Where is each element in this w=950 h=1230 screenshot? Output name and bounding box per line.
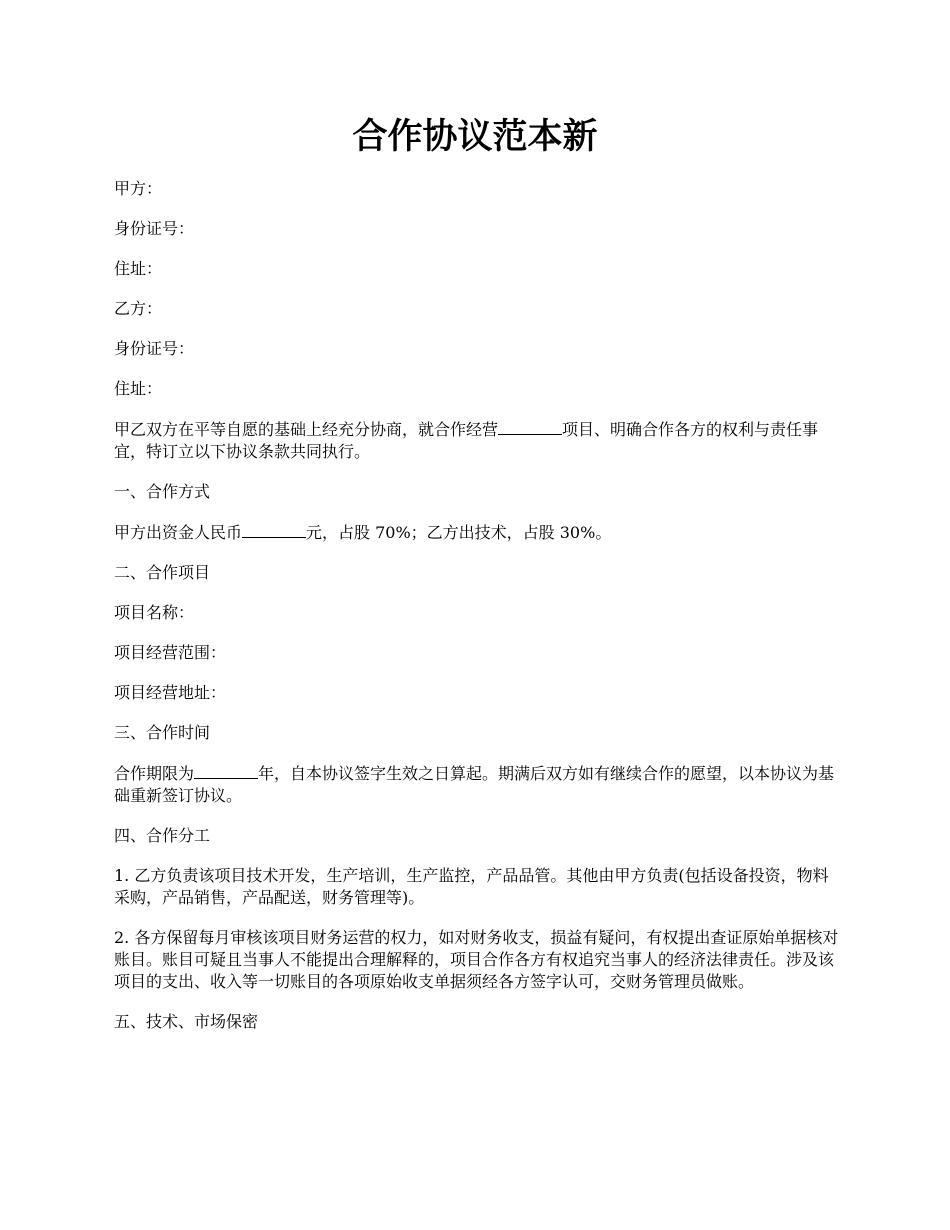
document-body <box>114 178 840 1051</box>
section1-paragraph <box>114 521 840 544</box>
document-title: 合作协议范本新 <box>352 116 598 157</box>
section1-text-start: 甲方出资金人民币 <box>114 523 243 542</box>
project-name-label: 项目名称： <box>114 603 195 622</box>
section3-heading: 三、合作时间 <box>114 723 211 742</box>
section3-paragraph <box>114 762 840 807</box>
section3-text-end: 年，自本协议签字生效之日算起。期满后双方如有继续合作的愿望，以本协议为基础重新签订协议。 <box>114 764 835 805</box>
project-blank-line <box>498 418 562 435</box>
party-b-label: 乙方： <box>114 299 163 318</box>
section1-heading: 一、合作方式 <box>114 482 211 501</box>
section4-item-2: 2. 各方保留每月审核该项目财务运营的权力，如对财务收支，损益有疑问，有权提出查证原始单据核对账目。账目可疑且当事人不能提出合理解释的，项目合作各方有权追究当事人的经济法律责任。涉及该项目的支出、收入等一切账目的各项原始收支单据须经各方签字认可，交财务管理员做账。 <box>114 928 839 991</box>
party-b-id-label: 身份证号： <box>114 339 195 358</box>
party-a-label: 甲方： <box>114 179 163 198</box>
section3-text-start: 合作期限为 <box>114 764 195 783</box>
section2-heading: 二、合作项目 <box>114 563 211 582</box>
party-a-address-label: 住址： <box>114 259 163 278</box>
section5-heading: 五、技术、市场保密 <box>114 1012 259 1031</box>
party-a-id-label: 身份证号： <box>114 219 195 238</box>
intro-text-end: 项目、明确合作各方的权利与责任事宜，特订立以下协议条款共同执行。 <box>114 420 819 461</box>
intro-paragraph <box>114 418 840 463</box>
term-blank-line <box>194 762 258 779</box>
project-address-label: 项目经营地址： <box>114 683 227 702</box>
section4-item-1: 1. 乙方负责该项目技术开发，生产培训，生产监控，产品品管。其他由甲方负责(包括设备投资，物料采购，产品销售，产品配送，财务管理等)。 <box>114 866 829 907</box>
intro-text-start: 甲乙双方在平等自愿的基础上经充分协商，就合作经营 <box>114 420 499 439</box>
capital-blank-line <box>242 521 306 538</box>
project-scope-label: 项目经营范围： <box>114 643 227 662</box>
section1-text-end: 元，占股 70%；乙方出技术，占股 30%。 <box>306 523 612 542</box>
party-b-address-label: 住址： <box>114 379 163 398</box>
section4-heading: 四、合作分工 <box>114 826 211 845</box>
